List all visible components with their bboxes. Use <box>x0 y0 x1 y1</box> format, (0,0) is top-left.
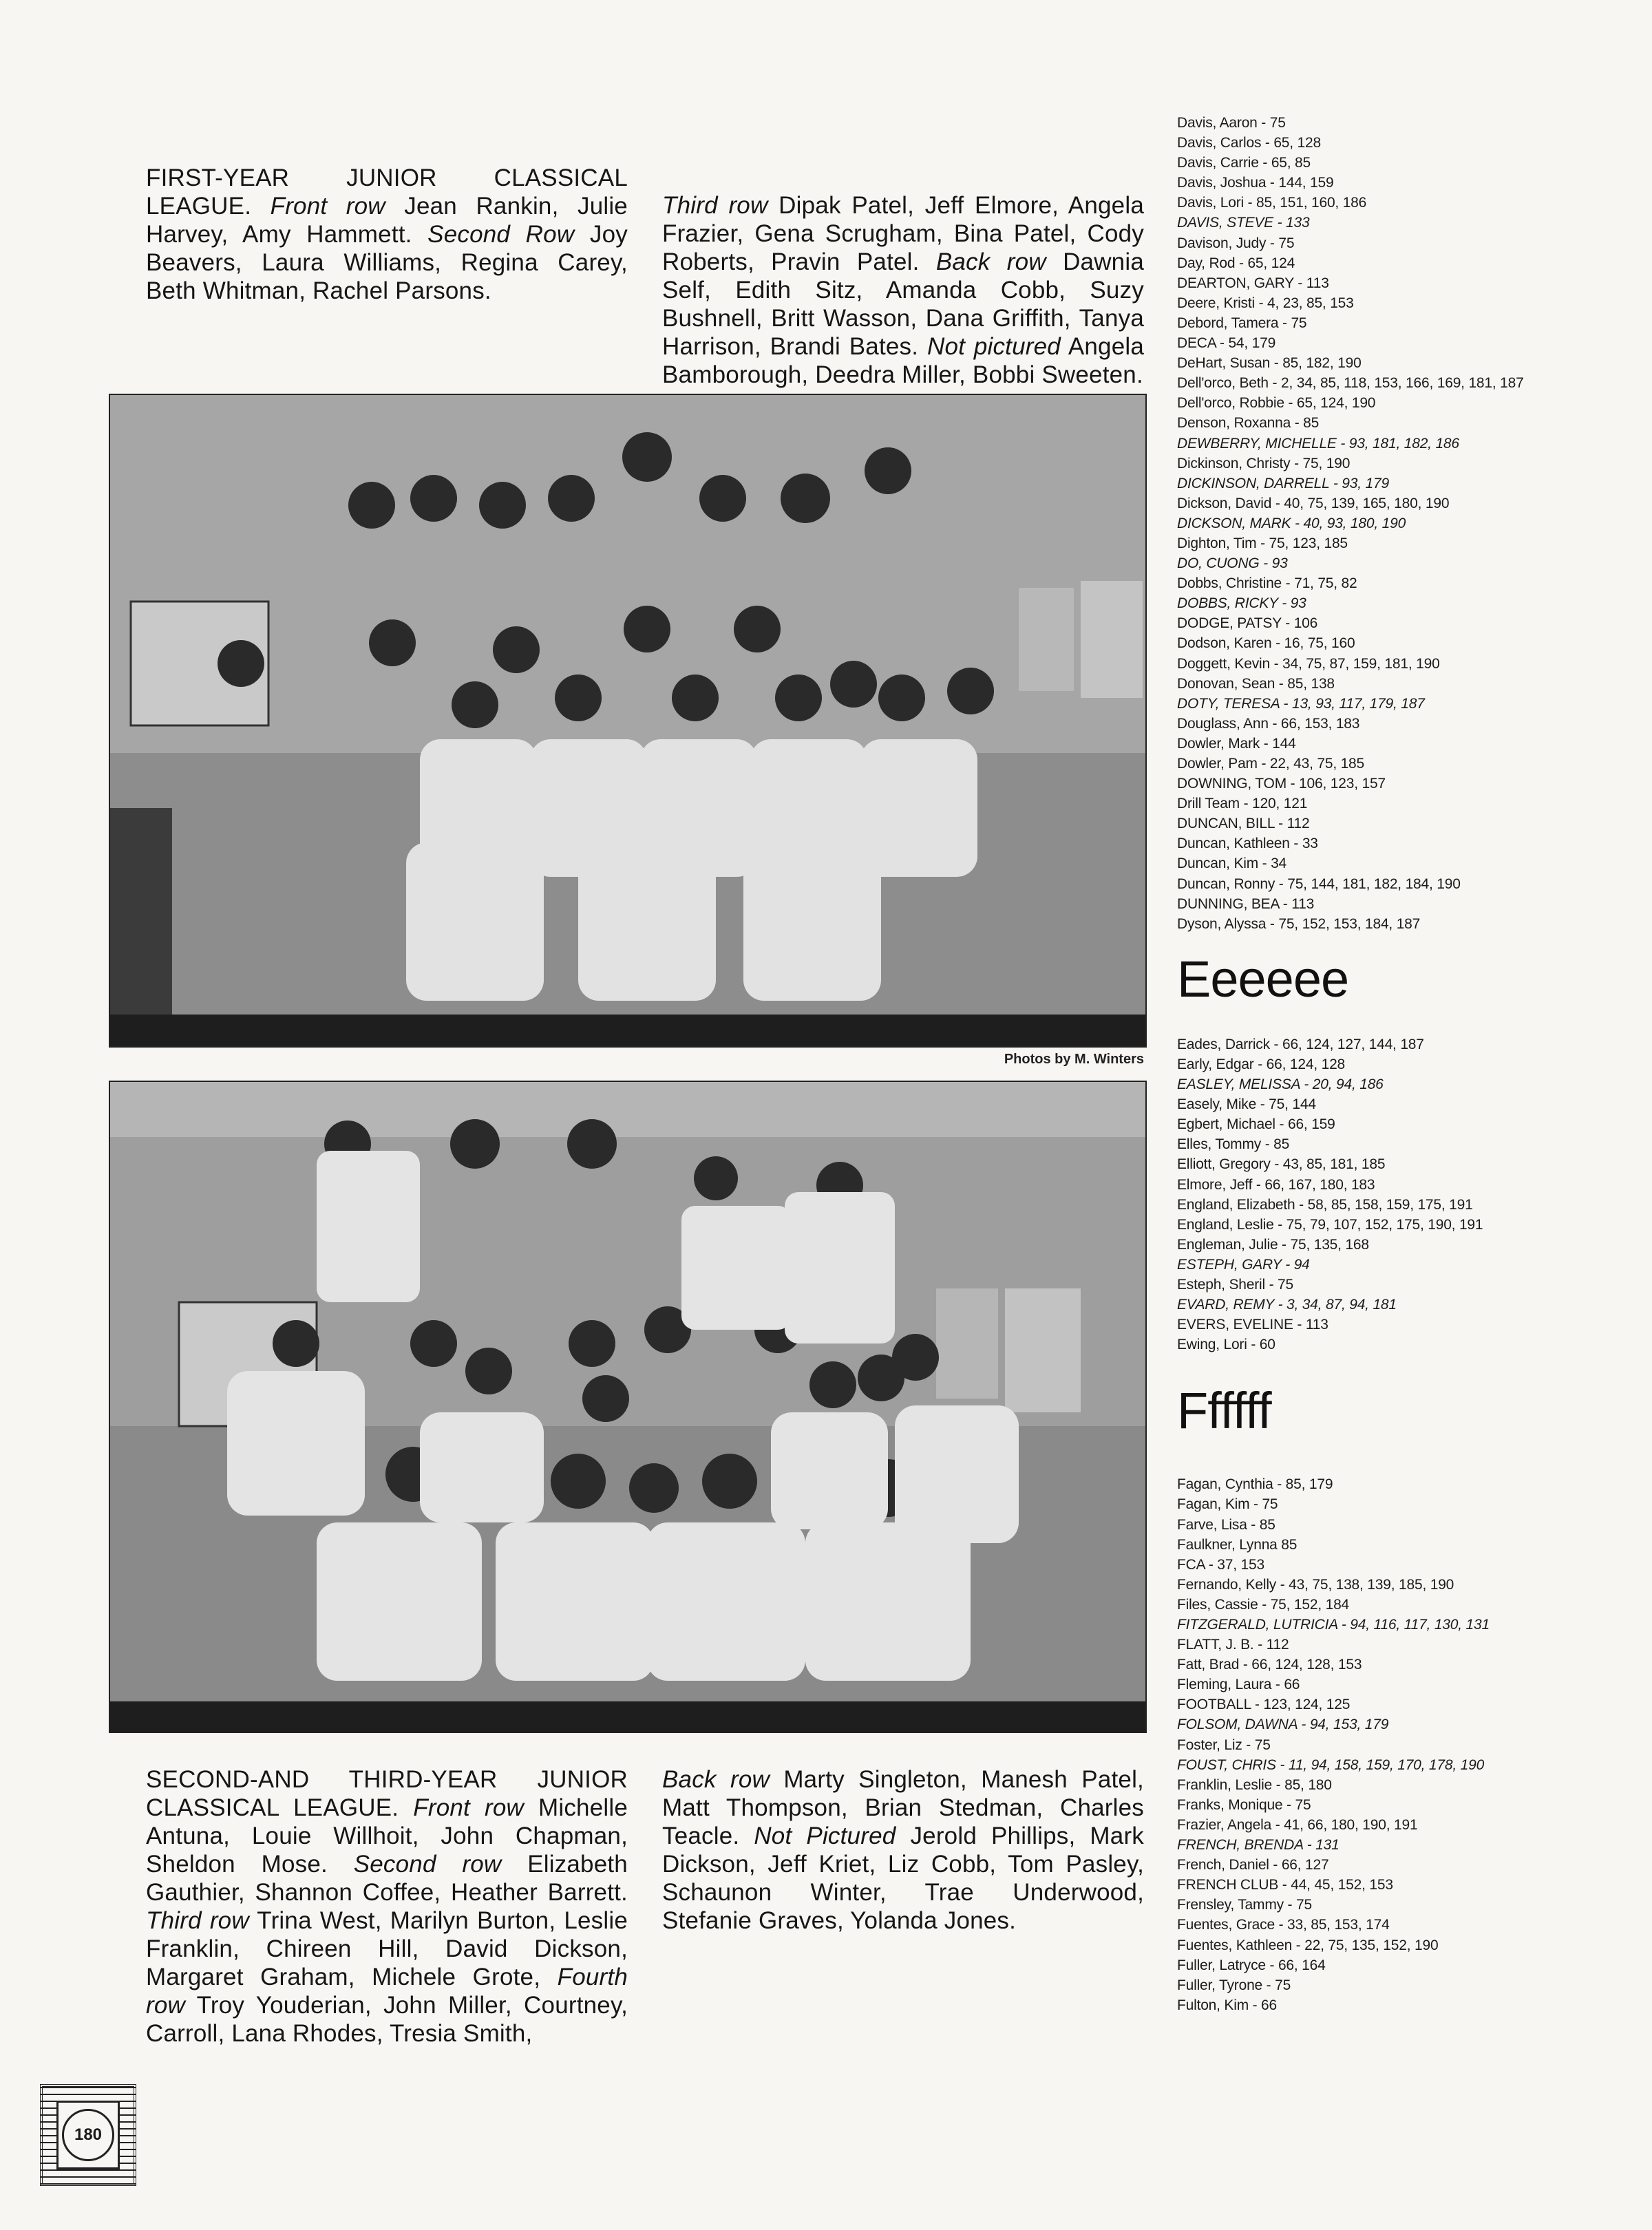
index-entry: EVARD, REMY - 3, 34, 87, 94, 181 <box>1177 1297 1397 1313</box>
caption-heading: SECOND-AND THIRD-YEAR JUNIOR CLASSICAL LEAGUE. <box>146 1766 628 1821</box>
group-photo-second-third-year-image <box>110 1082 1145 1732</box>
caption-row-label: Not Pictured <box>754 1823 896 1849</box>
index-entry: Dell'orco, Robbie - 65, 124, 190 <box>1177 395 1376 412</box>
index-entry: Engleman, Julie - 75, 135, 168 <box>1177 1236 1369 1253</box>
index-entry: FCA - 37, 153 <box>1177 1556 1264 1573</box>
index-entry: Dobbs, Christine - 71, 75, 82 <box>1177 575 1357 592</box>
index-column <box>1177 113 1618 2015</box>
index-entry: EASLEY, MELISSA - 20, 94, 186 <box>1177 1076 1384 1093</box>
index-entry: FRENCH CLUB - 44, 45, 152, 153 <box>1177 1877 1393 1893</box>
index-entry: Elles, Tommy - 85 <box>1177 1136 1290 1153</box>
index-entry: Easely, Mike - 75, 144 <box>1177 1096 1316 1113</box>
index-heading-e: Eeeeee <box>1177 950 1349 1008</box>
index-entry: Fuller, Tyrone - 75 <box>1177 1977 1291 1993</box>
page-number-frame <box>40 2084 136 2186</box>
index-list-d <box>1177 113 1618 934</box>
caption-row-label: Second Row <box>427 221 575 248</box>
index-entry: Franks, Monique - 75 <box>1177 1796 1311 1813</box>
index-entry: Dell'orco, Beth - 2, 34, 85, 118, 153, 166, 169, 181, 187 <box>1177 375 1524 392</box>
index-entry: Day, Rod - 65, 124 <box>1177 255 1295 271</box>
index-entry: French, Daniel - 66, 127 <box>1177 1857 1329 1873</box>
index-entry: DOWNING, TOM - 106, 123, 157 <box>1177 776 1386 792</box>
index-entry: Duncan, Ronny - 75, 144, 181, 182, 184, 190 <box>1177 875 1461 892</box>
caption-first-year-left <box>146 164 628 305</box>
photo-credit: Photos by M. Winters <box>1004 1052 1144 1067</box>
index-entry: England, Elizabeth - 58, 85, 158, 159, 175, 191 <box>1177 1196 1473 1213</box>
index-entry: DAVIS, STEVE - 133 <box>1177 215 1310 231</box>
index-entry: ESTEPH, GARY - 94 <box>1177 1256 1310 1273</box>
index-entry: DUNNING, BEA - 113 <box>1177 895 1315 912</box>
index-entry: DICKINSON, DARRELL - 93, 179 <box>1177 475 1389 491</box>
index-entry: Dighton, Tim - 75, 123, 185 <box>1177 535 1348 551</box>
caption-second-third-year-right <box>662 1765 1144 1935</box>
index-entry: FITZGERALD, LUTRICIA - 94, 116, 117, 130, 131 <box>1177 1617 1490 1633</box>
caption-row-names: Joy Beavers, Laura Williams, Regina Carey, Beth Whitman, Rachel Parsons. <box>146 221 628 304</box>
index-entry: DEWBERRY, MICHELLE - 93, 181, 182, 186 <box>1177 435 1459 452</box>
index-entry: Drill Team - 120, 121 <box>1177 796 1308 812</box>
caption-row-label: Not pictured <box>926 333 1061 360</box>
caption-row-label: Front row <box>270 193 385 220</box>
caption-row-label: Back row <box>935 248 1046 275</box>
index-entry: EVERS, EVELINE - 113 <box>1177 1317 1328 1333</box>
index-entry: FOLSOM, DAWNA - 94, 153, 179 <box>1177 1717 1389 1733</box>
index-entry: Early, Edgar - 66, 124, 128 <box>1177 1056 1346 1072</box>
index-entry: Davis, Carrie - 65, 85 <box>1177 155 1311 171</box>
index-entry: Davis, Lori - 85, 151, 160, 186 <box>1177 195 1367 211</box>
caption-row-label: Front row <box>413 1794 524 1821</box>
index-entry: Eades, Darrick - 66, 124, 127, 144, 187 <box>1177 1036 1424 1052</box>
group-photo-first-year-image <box>110 395 1145 1046</box>
index-entry: Fulton, Kim - 66 <box>1177 1997 1278 2013</box>
caption-heading: FIRST-YEAR JUNIOR CLASSICAL LEAGUE. <box>146 164 628 220</box>
index-entry: DECA - 54, 179 <box>1177 335 1276 352</box>
caption-row-names: Jean Rankin, Julie Harvey, Amy Hammett. <box>146 193 628 248</box>
index-entry: Fernando, Kelly - 43, 75, 138, 139, 185, 190 <box>1177 1576 1454 1593</box>
index-entry: Fuentes, Kathleen - 22, 75, 135, 152, 190 <box>1177 1937 1439 1953</box>
index-entry: Davison, Judy - 75 <box>1177 235 1295 251</box>
index-entry: Dickson, David - 40, 75, 139, 165, 180, 190 <box>1177 495 1450 511</box>
group-photo-second-third-year <box>109 1081 1147 1733</box>
group-photo-first-year <box>109 394 1147 1048</box>
index-entry: Davis, Joshua - 144, 159 <box>1177 175 1334 191</box>
index-entry: Dowler, Mark - 144 <box>1177 735 1296 752</box>
index-entry: FRENCH, BRENDA - 131 <box>1177 1837 1339 1854</box>
index-entry: Douglass, Ann - 66, 153, 183 <box>1177 715 1360 732</box>
index-entry: Egbert, Michael - 66, 159 <box>1177 1116 1335 1133</box>
caption-row-label: Fourth row <box>146 1964 628 2019</box>
index-heading-f: Ffffff <box>1177 1382 1271 1440</box>
index-entry: Dowler, Pam - 22, 43, 75, 185 <box>1177 756 1365 772</box>
index-entry: Foster, Liz - 75 <box>1177 1737 1271 1753</box>
index-entry: Deere, Kristi - 4, 23, 85, 153 <box>1177 295 1354 311</box>
index-entry: Doggett, Kevin - 34, 75, 87, 159, 181, 190 <box>1177 655 1440 672</box>
index-entry: Dickinson, Christy - 75, 190 <box>1177 455 1351 471</box>
caption-row-names: Angela Bamborough, Deedra Miller, Bobbi Sweeten. <box>662 333 1144 388</box>
index-entry: Davis, Aaron - 75 <box>1177 115 1286 131</box>
index-entry: Franklin, Leslie - 85, 180 <box>1177 1776 1332 1793</box>
index-entry: Fuentes, Grace - 33, 85, 153, 174 <box>1177 1917 1390 1933</box>
index-entry: Denson, Roxanna - 85 <box>1177 415 1320 432</box>
index-entry: DOBBS, RICKY - 93 <box>1177 595 1306 612</box>
index-entry: Fagan, Kim - 75 <box>1177 1496 1278 1513</box>
index-entry: Ewing, Lori - 60 <box>1177 1337 1275 1353</box>
caption-row-names-part1: Troy Youderian, John Miller, Courtney, Carroll, Lana Rhodes, Tresia Smith, <box>146 1992 628 2047</box>
index-entry: Fuller, Latryce - 66, 164 <box>1177 1957 1326 1973</box>
caption-row-names: Marty Singleton, Manesh Patel, Matt Thompson, Brian Stedman, Charles Teacle. <box>662 1766 1144 1849</box>
index-list-f <box>1177 1474 1618 2015</box>
index-entry: Fatt, Brad - 66, 124, 128, 153 <box>1177 1657 1362 1673</box>
index-entry: FLATT, J. B. - 112 <box>1177 1637 1289 1653</box>
caption-row-names: Dawnia Self, Edith Sitz, Amanda Cobb, Suzy Bushnell, Britt Wasson, Dana Griffith, Tanya Harrison, Brandi Bates. <box>662 248 1144 360</box>
index-entry: Faulkner, Lynna 85 <box>1177 1536 1298 1553</box>
index-entry: DOTY, TERESA - 13, 93, 117, 179, 187 <box>1177 695 1425 712</box>
index-list-e <box>1177 1034 1618 1355</box>
index-entry: Files, Cassie - 75, 152, 184 <box>1177 1596 1350 1613</box>
index-entry: Donovan, Sean - 85, 138 <box>1177 675 1335 692</box>
caption-row-label: Third row <box>662 192 768 219</box>
index-entry: Frazier, Angela - 41, 66, 180, 190, 191 <box>1177 1816 1418 1833</box>
caption-row-label: Back row <box>662 1766 770 1793</box>
index-entry: Elmore, Jeff - 66, 167, 180, 183 <box>1177 1176 1375 1193</box>
caption-second-third-year-left <box>146 1765 628 2048</box>
index-entry: FOUST, CHRIS - 11, 94, 158, 159, 170, 178, 190 <box>1177 1756 1485 1773</box>
index-entry: Fleming, Laura - 66 <box>1177 1677 1300 1693</box>
index-entry: Duncan, Kathleen - 33 <box>1177 836 1318 852</box>
index-entry: Elliott, Gregory - 43, 85, 181, 185 <box>1177 1156 1386 1173</box>
index-entry: Duncan, Kim - 34 <box>1177 856 1287 872</box>
index-entry: Farve, Lisa - 85 <box>1177 1516 1275 1533</box>
index-entry: Debord, Tamera - 75 <box>1177 315 1307 331</box>
index-entry: England, Leslie - 75, 79, 107, 152, 175, 190, 191 <box>1177 1216 1483 1233</box>
caption-row-names: Trina West, Marilyn Burton, Leslie Franklin, Chireen Hill, David Dickson, Margaret Graham, Michele Grote, <box>146 1907 628 1990</box>
caption-row-names: Michelle Antuna, Louie Willhoit, John Chapman, Sheldon Mose. <box>146 1794 628 1878</box>
index-entry: Dyson, Alyssa - 75, 152, 153, 184, 187 <box>1177 915 1421 932</box>
index-entry: DICKSON, MARK - 40, 93, 180, 190 <box>1177 515 1406 531</box>
index-entry: Dodson, Karen - 16, 75, 160 <box>1177 635 1355 652</box>
caption-first-year-right <box>662 191 1144 389</box>
caption-row-names: Dipak Patel, Jeff Elmore, Angela Frazier, Gena Scrugham, Bina Patel, Cody Roberts, Pravin Patel. <box>662 192 1144 275</box>
index-entry: DODGE, PATSY - 106 <box>1177 615 1318 632</box>
index-entry: DUNCAN, BILL - 112 <box>1177 816 1310 832</box>
index-entry: DO, CUONG - 93 <box>1177 555 1288 572</box>
index-entry: FOOTBALL - 123, 124, 125 <box>1177 1697 1351 1713</box>
caption-row-names: Elizabeth Gauthier, Shannon Coffee, Heather Barrett. <box>146 1851 628 1906</box>
index-entry: Esteph, Sheril - 75 <box>1177 1276 1293 1293</box>
caption-row-names: Jerold Phillips, Mark Dickson, Jeff Kriet, Liz Cobb, Tom Pasley, Schaunon Winter, Trae Underwood, Stefanie Graves, Yolanda Jones. <box>662 1823 1144 1934</box>
index-entry: Davis, Carlos - 65, 128 <box>1177 135 1321 151</box>
index-entry: DeHart, Susan - 85, 182, 190 <box>1177 355 1362 372</box>
caption-row-label: Second row <box>353 1851 502 1878</box>
page-number-inner-frame <box>56 2101 120 2169</box>
page-number: 180 <box>62 2109 114 2161</box>
caption-row-label: Third row <box>146 1907 249 1934</box>
index-entry: Frensley, Tammy - 75 <box>1177 1897 1312 1913</box>
index-entry: DEARTON, GARY - 113 <box>1177 275 1329 291</box>
index-entry: Fagan, Cynthia - 85, 179 <box>1177 1476 1333 1493</box>
